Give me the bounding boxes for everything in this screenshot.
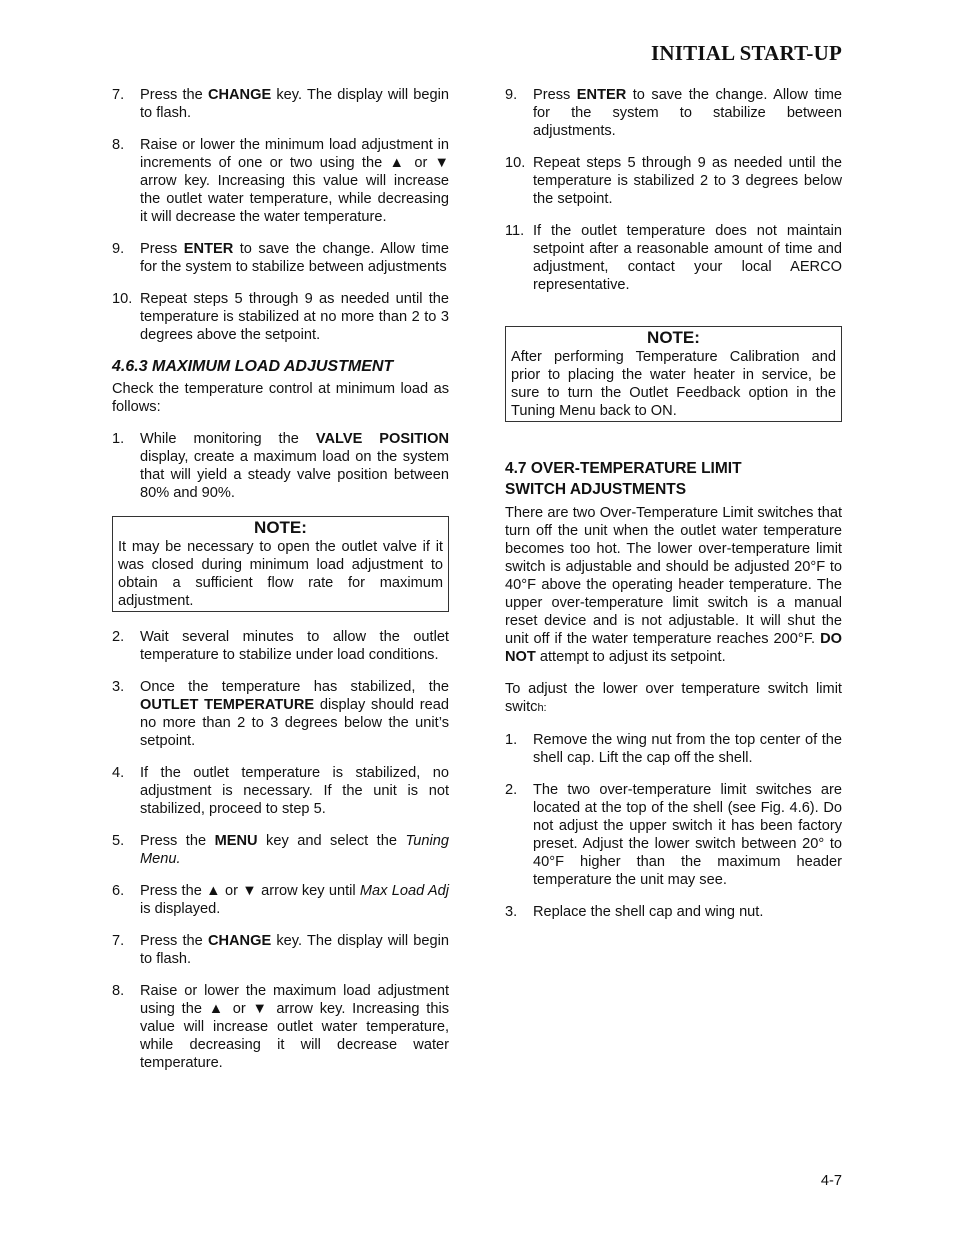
- bold-term: DO NOT: [505, 631, 842, 665]
- list-item: [112, 882, 449, 918]
- section-heading-max-load: 4.6.3 MAXIMUM LOAD ADJUSTMENT: [112, 358, 394, 375]
- bold-term: CHANGE: [207, 87, 272, 103]
- text-run: attempt to adjust its setpoint.: [535, 649, 726, 665]
- list-item: [112, 628, 449, 664]
- left-column: [112, 86, 449, 1086]
- list-item: [112, 982, 449, 1072]
- text-run: Press: [140, 241, 184, 257]
- list-item: [112, 240, 449, 276]
- right-column: [505, 86, 842, 935]
- text-run: Remove the wing nut from the top center of the shell cap. Lift the cap off the shell.: [533, 732, 842, 766]
- section-heading-over-temp: [505, 458, 842, 500]
- step-text: [533, 86, 842, 140]
- italic-term: Tuning Menu.: [140, 833, 449, 867]
- step-text: [140, 882, 449, 918]
- adjust-intro-paragraph: [505, 680, 842, 717]
- over-temp-paragraph: [505, 504, 842, 666]
- list-item: [112, 86, 449, 122]
- note-text: After performing Temperature Calibration and prior to placing the water heater in service, be sure to turn the Outlet Feedback option in the Tuning Menu back to ON.: [511, 349, 836, 419]
- text-run: key. The display will begin to flash.: [140, 87, 449, 121]
- step-number: 6.: [112, 883, 125, 899]
- step-text: [533, 731, 842, 767]
- text-run: Repeat steps 5 through 9 as needed until the temperature is stabilized at no more than 2 to 3 degrees above the setpoint.: [140, 291, 449, 343]
- step-text: [140, 678, 449, 750]
- step-number: 11.: [505, 223, 525, 239]
- text-run: display should read no more than 2 to 3 degrees below the unit’s setpoint.: [140, 697, 449, 749]
- text-run: If the outlet temperature is stabilized, no adjustment is necessary. If the unit is not stabilized, proceed to step 5.: [140, 765, 449, 817]
- step-number: 5.: [112, 833, 125, 849]
- text-run: Press the: [140, 933, 208, 949]
- text-run: Wait several minutes to allow the outlet temperature to stabilize under load conditions.: [140, 629, 449, 663]
- step-number: 3.: [505, 904, 518, 920]
- list-item: [112, 430, 449, 502]
- step-text: [140, 240, 449, 276]
- list-item: [505, 222, 842, 294]
- step-text: [140, 628, 449, 664]
- step-text: [140, 430, 449, 502]
- text-run: Press the: [140, 833, 215, 849]
- step-number: 3.: [112, 679, 125, 695]
- step-number: 2.: [505, 782, 518, 798]
- intro-paragraph: Check the temperature control at minimum load as follows:: [112, 381, 449, 415]
- step-number: 1.: [505, 732, 518, 748]
- step-number: 4.: [112, 765, 125, 781]
- step-number: 7.: [112, 933, 125, 949]
- step-number: 7.: [112, 87, 125, 103]
- step-text: [140, 86, 449, 122]
- text-run: While monitoring the: [140, 431, 316, 447]
- list-item: [112, 290, 449, 344]
- text-run: to save the change. Allow time for the system to stabilize between adjustments: [140, 241, 450, 275]
- list-item: [505, 154, 842, 208]
- step-number: 10.: [112, 291, 133, 307]
- step-list: [505, 731, 842, 921]
- step-text: [140, 764, 449, 818]
- text-run: If the outlet temperature does not maintain setpoint after a reasonable amount of time and adjustment, contact your local AERCO representative.: [533, 223, 842, 293]
- step-number: 10.: [505, 155, 526, 171]
- step-text: [140, 136, 449, 226]
- list-item: [505, 86, 842, 140]
- section-heading-line: 4.7 OVER-TEMPERATURE LIMIT: [505, 460, 742, 477]
- list-item: [112, 764, 449, 818]
- text-run: The two over-temperature limit switches are located at the top of the shell (see Fig. 4.6). Do not adjust the upper switch it has been factory preset. Adjust the lower switch between 20° to 40°F higher than the maximum header temperature the unit may see.: [533, 782, 842, 888]
- list-item: [505, 903, 842, 921]
- step-list: [112, 86, 449, 344]
- step-number: 9.: [505, 87, 518, 103]
- text-run: Replace the shell cap and wing nut.: [533, 904, 764, 920]
- list-item: [112, 678, 449, 750]
- list-item: [112, 932, 449, 968]
- text-run: Press the: [140, 87, 208, 103]
- text-run: Repeat steps 5 through 9 as needed until the temperature is stabilized 2 to 3 degrees below the setpoint.: [533, 155, 842, 207]
- bold-term: MENU: [214, 833, 258, 849]
- step-list: [112, 430, 449, 502]
- step-number: 8.: [112, 983, 125, 999]
- text-run: Press: [533, 87, 577, 103]
- step-number: 9.: [112, 241, 125, 257]
- step-number: 1.: [112, 431, 125, 447]
- note-box: [112, 516, 449, 612]
- text-run: Press the ▲ or ▼ arrow key until: [140, 883, 360, 899]
- step-number: 2.: [112, 629, 125, 645]
- step-text: [140, 290, 449, 344]
- list-item: [505, 731, 842, 767]
- page-header-title: INITIAL START-UP: [651, 41, 842, 65]
- step-list: [505, 86, 842, 294]
- step-text: [533, 154, 842, 208]
- text-run: key and select the: [257, 833, 406, 849]
- step-number: 8.: [112, 137, 125, 153]
- bold-term: VALVE POSITION: [315, 431, 449, 447]
- step-text: [140, 932, 449, 968]
- page-number: 4-7: [820, 1173, 842, 1189]
- text-run: There are two Over-Temperature Limit switches that turn off the unit when the outlet water temperature becomes too hot. The lower over-temperature limit switch is adjustable and should be adjusted 20°F to 40°F above the operating header temperature. The upper over-temperature limit switch is a manual reset device and is not adjustable. It will shut the unit off if the water temperature reaches 200°F.: [505, 505, 842, 647]
- step-text: [533, 781, 842, 889]
- bold-term: CHANGE: [207, 933, 272, 949]
- bold-term: ENTER: [183, 241, 234, 257]
- text-run: key. The display will begin to flash.: [140, 933, 449, 967]
- note-text: It may be necessary to open the outlet valve if it was closed during minimum load adjustment to obtain a sufficient flow rate for maximum adjustment.: [118, 539, 443, 609]
- step-list: [112, 628, 449, 1072]
- step-text: [140, 832, 449, 868]
- list-item: [112, 832, 449, 868]
- text-run: to save the change. Allow time for the system to stabilize between adjustments.: [533, 87, 843, 139]
- list-item: [505, 781, 842, 889]
- bold-term: OUTLET TEMPERATURE: [140, 697, 315, 713]
- step-text: [140, 982, 449, 1072]
- italic-term: Max Load Adj: [359, 883, 449, 899]
- text-run: Raise or lower the minimum load adjustment in increments of one or two using the ▲ or ▼ arrow key. Increasing this value will increase the outlet water temperature, while decreasing it will decrease the water temperature.: [140, 137, 449, 225]
- section-heading-line: SWITCH ADJUSTMENTS: [505, 481, 687, 498]
- bold-term: ENTER: [576, 87, 627, 103]
- step-text: [533, 903, 842, 921]
- text-run: is displayed.: [140, 901, 221, 917]
- text-run: display, create a maximum load on the system that will yield a steady valve position between 80% and 90%.: [140, 449, 449, 501]
- step-text: [533, 222, 842, 294]
- note-box: [505, 326, 842, 422]
- adjust-intro-tail: h:: [537, 702, 547, 714]
- list-item: [112, 136, 449, 226]
- text-run: Once the temperature has stabilized, the: [140, 679, 449, 695]
- note-title: NOTE:: [254, 518, 307, 537]
- adjust-intro-text: To adjust the lower over temperature switch limit switc: [505, 681, 842, 715]
- text-run: Raise or lower the maximum load adjustment using the ▲ or ▼ arrow key. Increasing this value will increase outlet water temperature, while decreasing it will decrease water temperature.: [140, 983, 449, 1071]
- note-title: NOTE:: [647, 328, 700, 347]
